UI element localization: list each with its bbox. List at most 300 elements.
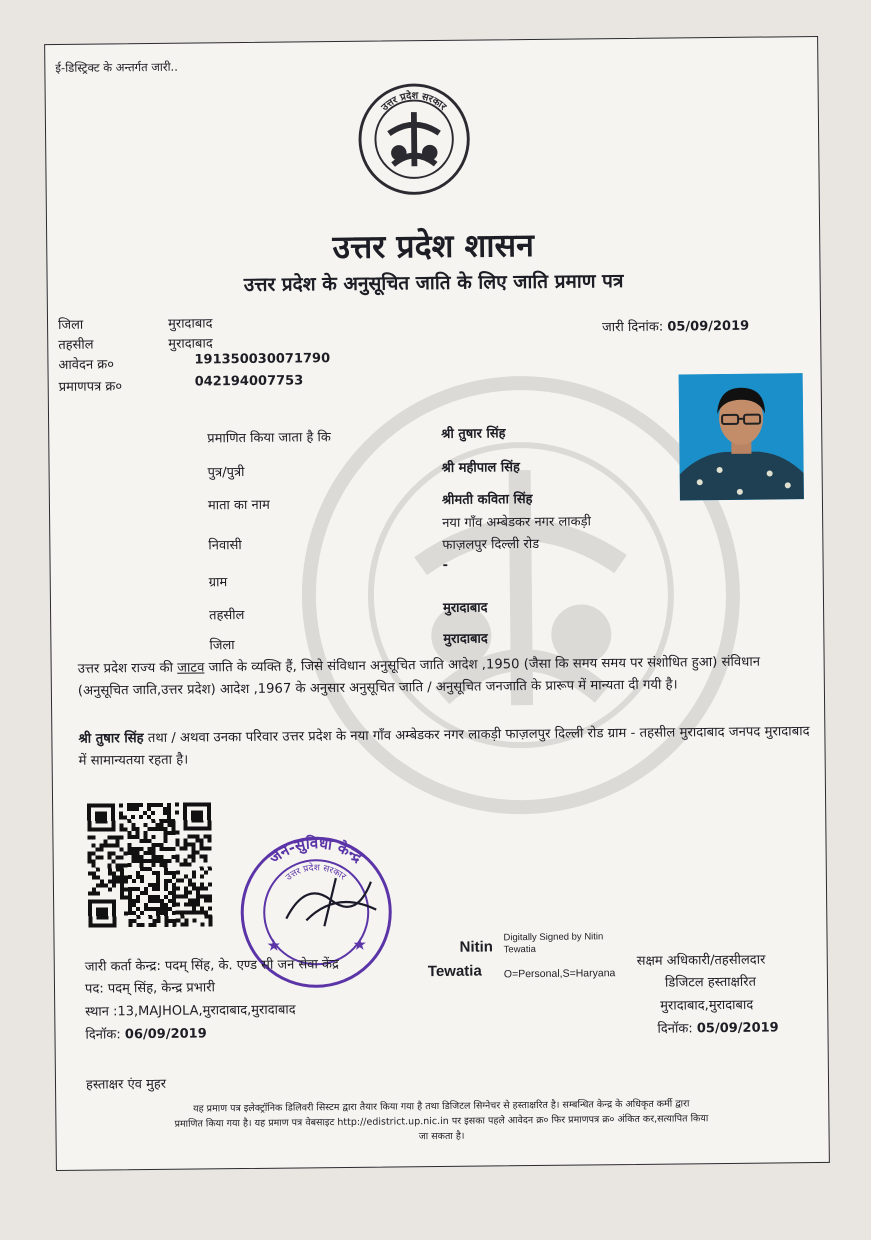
qr-module (167, 815, 171, 819)
qr-module (128, 907, 132, 911)
issuer-post: पद: पदम् सिंह, केन्द्र प्रभारी (84, 980, 216, 997)
qr-module (144, 859, 148, 863)
qr-module (135, 831, 139, 835)
qr-module (200, 846, 204, 850)
qr-module (187, 835, 191, 839)
stamp-inner-text: उत्तर प्रदेश सरकार (284, 863, 348, 883)
qr-module (144, 907, 148, 911)
issue-date (602, 316, 749, 336)
qr-module (152, 887, 156, 891)
qr-module (163, 831, 167, 835)
qr-module (188, 883, 192, 887)
qr-module (144, 903, 148, 907)
qr-module (92, 860, 96, 864)
qr-module (124, 875, 128, 879)
qr-module (119, 803, 123, 807)
qr-module (140, 867, 144, 871)
qr-module (120, 847, 124, 851)
qr-module (124, 887, 128, 891)
qr-module (92, 864, 96, 868)
qr-module (176, 887, 180, 891)
detail-value-district: मुरादाबाद (443, 631, 488, 647)
qr-module (108, 851, 112, 855)
qr-module (88, 852, 92, 856)
officer-date-value: 05/09/2019 (696, 1020, 779, 1037)
residence-person-name: श्री तुषार सिंह (78, 731, 144, 747)
qr-module (127, 831, 131, 835)
qr-module (207, 834, 211, 838)
qr-module (152, 859, 156, 863)
qr-module (196, 910, 200, 914)
qr-module (208, 906, 212, 910)
qr-module (164, 907, 168, 911)
qr-module (175, 811, 179, 815)
qr-module (143, 811, 147, 815)
qr-module (163, 835, 167, 839)
qr-module (184, 863, 188, 867)
qr-module (155, 827, 159, 831)
qr-module (128, 863, 132, 867)
qr-module (107, 843, 111, 847)
emblem-arc-text: उत्तर प्रदेश सरकार (379, 90, 449, 114)
qr-module (140, 863, 144, 867)
qr-module (128, 923, 132, 927)
qr-module (136, 871, 140, 875)
detail-value-tehsil: मुरादाबाद (442, 600, 488, 616)
qr-module (116, 863, 120, 867)
qr-module (199, 838, 203, 842)
qr-module (184, 859, 188, 863)
qr-module (172, 903, 176, 907)
qr-module (160, 863, 164, 867)
qr-module (164, 903, 168, 907)
qr-module (128, 919, 132, 923)
up-government-emblem (356, 81, 473, 198)
qr-module (156, 875, 160, 879)
qr-module (167, 803, 171, 807)
qr-module (148, 907, 152, 911)
detail-value-resident-line1: नया गाँव अम्बेडकर नगर लाकड़ी (442, 514, 591, 531)
qr-module (152, 855, 156, 859)
digitally-signed-line1: Digitally Signed by Nitin (503, 931, 604, 944)
qr-module (204, 858, 208, 862)
qr-module (196, 890, 200, 894)
qr-module (200, 910, 204, 914)
qr-module (204, 870, 208, 874)
qr-module (136, 923, 140, 927)
qr-module (163, 819, 167, 823)
qr-module (148, 867, 152, 871)
qr-module (180, 923, 184, 927)
detail-label-district: जिला (209, 638, 235, 654)
qr-module (204, 854, 208, 858)
qr-module (136, 907, 140, 911)
qr-module (159, 827, 163, 831)
qr-module (204, 910, 208, 914)
qr-module (119, 815, 123, 819)
qr-module (164, 863, 168, 867)
qr-module (187, 843, 191, 847)
qr-module (147, 807, 151, 811)
qr-module (119, 827, 123, 831)
qr-module (136, 895, 140, 899)
svg-text:★: ★ (266, 935, 282, 955)
qr-module (139, 803, 143, 807)
svg-text:उत्तर प्रदेश सरकार (379, 89, 449, 114)
qr-module (176, 859, 180, 863)
qr-module (112, 871, 116, 875)
qr-module (120, 863, 124, 867)
detail-value-village: - (442, 557, 449, 573)
sign-seal-label: हस्ताक्षर एंव मुहर (85, 1076, 167, 1093)
qr-module (112, 859, 116, 863)
qr-module (127, 803, 131, 807)
qr-module (128, 895, 132, 899)
qr-module (116, 855, 120, 859)
qr-module (156, 899, 160, 903)
qr-module (184, 903, 188, 907)
qr-module (171, 823, 175, 827)
qr-module (120, 887, 124, 891)
qr-module (200, 906, 204, 910)
qr-module (196, 902, 200, 906)
qr-module (112, 851, 116, 855)
qr-module (87, 836, 91, 840)
qr-module (172, 899, 176, 903)
qr-module (184, 891, 188, 895)
qr-module (200, 886, 204, 890)
qr-module (175, 843, 179, 847)
qr-module (116, 867, 120, 871)
qr-module (131, 823, 135, 827)
qr-module (164, 919, 168, 923)
detail-label-certified: प्रमाणित किया जाता है कि (207, 430, 331, 447)
qr-module (124, 911, 128, 915)
applicant-photo (679, 373, 804, 500)
qr-module (128, 911, 132, 915)
residence-statement (78, 721, 813, 773)
qr-module (140, 859, 144, 863)
qr-module (132, 899, 136, 903)
qr-module (120, 867, 124, 871)
qr-module (88, 872, 92, 876)
qr-module (139, 815, 143, 819)
qr-module (107, 835, 111, 839)
qr-module (88, 860, 92, 864)
qr-module (188, 891, 192, 895)
qr-module (103, 839, 107, 843)
qr-module (131, 815, 135, 819)
qr-module (164, 895, 168, 899)
qr-module (132, 919, 136, 923)
qr-module (127, 835, 131, 839)
certificate-sheet (44, 36, 830, 1171)
qr-module (155, 823, 159, 827)
page-title: उत्तर प्रदेश शासन (332, 225, 535, 267)
qr-module (160, 855, 164, 859)
qr-module (192, 851, 196, 855)
issuer-place: स्थान :13,MAJHOLA,मुरादाबाद,मुरादाबाद (85, 1002, 296, 1020)
qr-module (131, 803, 135, 807)
qr-module (208, 882, 212, 886)
qr-module (172, 875, 176, 879)
qr-module (152, 895, 156, 899)
qr-module (208, 894, 212, 898)
qr-module (128, 847, 132, 851)
qr-module (111, 835, 115, 839)
qr-module (103, 843, 107, 847)
qr-module (92, 892, 96, 896)
qr-module (124, 863, 128, 867)
qr-module (192, 899, 196, 903)
qr-module (196, 894, 200, 898)
qr-module (160, 911, 164, 915)
qr-module (184, 887, 188, 891)
issuer-date-label: दिनॉक: (85, 1027, 121, 1043)
qr-module (184, 847, 188, 851)
qr-module (92, 852, 96, 856)
qr-module (92, 872, 96, 876)
qr-module (192, 871, 196, 875)
qr-module (196, 898, 200, 902)
qr-module (88, 892, 92, 896)
qr-module (152, 883, 156, 887)
qr-module (119, 823, 123, 827)
qr-module (152, 851, 156, 855)
qr-module (168, 847, 172, 851)
qr-module (192, 903, 196, 907)
qr-module (132, 855, 136, 859)
qr-module (132, 887, 136, 891)
qr-module (192, 911, 196, 915)
qr-module (156, 887, 160, 891)
qr-module (132, 879, 136, 883)
qr-module (160, 903, 164, 907)
qr-module (151, 843, 155, 847)
qr-module (204, 898, 208, 902)
qr-module (148, 859, 152, 863)
qr-module (172, 871, 176, 875)
qr-module (131, 807, 135, 811)
qr-module (172, 923, 176, 927)
qr-module (164, 883, 168, 887)
qr-module (91, 836, 95, 840)
qr-module (192, 919, 196, 923)
qr-module (147, 839, 151, 843)
qr-module (164, 867, 168, 871)
qr-module (188, 911, 192, 915)
qr-module (164, 923, 168, 927)
qr-module (91, 844, 95, 848)
caste-statement-part1: उत्तर प्रदेश राज्य की (77, 660, 178, 677)
qr-module (176, 895, 180, 899)
qr-module (108, 879, 112, 883)
qr-module (127, 819, 131, 823)
qr-module (131, 835, 135, 839)
qr-module (140, 911, 144, 915)
qr-module (128, 903, 132, 907)
caste-statement (78, 651, 813, 703)
qr-module (172, 847, 176, 851)
qr-module (135, 835, 139, 839)
qr-module (180, 847, 184, 851)
qr-module (188, 855, 192, 859)
qr-module (115, 843, 119, 847)
qr-module (140, 847, 144, 851)
qr-module (208, 846, 212, 850)
qr-module (99, 844, 103, 848)
qr-module (208, 918, 212, 922)
qr-module (144, 891, 148, 895)
qr-module (156, 895, 160, 899)
qr-module (136, 855, 140, 859)
qr-module (156, 907, 160, 911)
qr-module (120, 875, 124, 879)
qr-module (184, 919, 188, 923)
qr-module (143, 839, 147, 843)
footer-line-1: यह प्रमाण पत्र इलेक्ट्रॉनिक डिलिवरी सिस्टम द्वारा तैयार किया गया है तथा डिजिटल सिग्नेचर से हस्ताक्षरित है। सम्बन्धित केन्द्र के अधिकृत कर्मी द्वारा (193, 1098, 690, 1115)
qr-module (191, 835, 195, 839)
qr-module (164, 887, 168, 891)
qr-module (108, 867, 112, 871)
qr-module (128, 875, 132, 879)
qr-module (200, 866, 204, 870)
qr-module (192, 855, 196, 859)
caste-statement-part2: जाति के व्यक्ति हैं, जिसे संविधान अनुसूचित जाति आदेश ,1950 (जैसा कि समय समय पर संशोधित हुआ) संविधान (अनुसूचित जाति,उत्तर प्रदेश) आदेश ,1967 के अनुसार अनुसूचित जाति / अनुसूचित जनजाति के प्रारूप में मान्यता दी गयी है। (77, 654, 761, 699)
qr-module (204, 886, 208, 890)
qr-module (147, 803, 151, 807)
qr-module (151, 827, 155, 831)
qr-module (155, 843, 159, 847)
qr-module (156, 883, 160, 887)
qr-module (171, 831, 175, 835)
qr-module (96, 868, 100, 872)
qr-module (172, 911, 176, 915)
stamp-ring-text: जन-सुविधा केन्द्र (265, 834, 366, 868)
qr-module (136, 859, 140, 863)
qr-module (152, 871, 156, 875)
qr-module (176, 903, 180, 907)
qr-module (200, 882, 204, 886)
qr-module (183, 839, 187, 843)
application-number: 191350030071790 (194, 351, 331, 368)
qr-module (180, 895, 184, 899)
qr-module (180, 915, 184, 919)
detail-label-resident: निवासी (208, 538, 242, 554)
qr-module (116, 875, 120, 879)
qr-module (120, 891, 124, 895)
qr-module (127, 843, 131, 847)
detail-label-village: ग्राम (208, 575, 228, 591)
qr-module (140, 879, 144, 883)
qr-module (143, 835, 147, 839)
qr-module (167, 819, 171, 823)
qr-module (120, 895, 124, 899)
qr-module (159, 803, 163, 807)
qr-module (115, 835, 119, 839)
qr-module (132, 847, 136, 851)
qr-module (100, 856, 104, 860)
qr-module (144, 867, 148, 871)
qr-module (128, 887, 132, 891)
qr-module (152, 907, 156, 911)
qr-module (195, 835, 199, 839)
qr-module (139, 839, 143, 843)
qr-module (120, 879, 124, 883)
qr-module (184, 895, 188, 899)
qr-module (100, 848, 104, 852)
qr-module (132, 859, 136, 863)
qr-module (140, 875, 144, 879)
certificate-subtitle: उत्तर प्रदेश के अनुसूचित जाति के लिए जाति प्रमाण पत्र (243, 270, 624, 297)
detail-label-tehsil: तहसील (209, 608, 245, 624)
qr-module (148, 923, 152, 927)
issuer-center: जारी कर्ता केन्द्र: पदम् सिंह, के. एण्ड सी जन सेवा केंद्र (84, 957, 339, 975)
qr-module (167, 823, 171, 827)
qr-module (119, 835, 123, 839)
qr-module (175, 803, 179, 807)
qr-module (192, 883, 196, 887)
qr-module (128, 891, 132, 895)
certificate-label: प्रमाणपत्र क्र० (58, 379, 123, 395)
qr-module (168, 891, 172, 895)
qr-module (175, 831, 179, 835)
qr-module (192, 907, 196, 911)
qr-module (163, 807, 167, 811)
qr-module (188, 879, 192, 883)
qr-module (163, 839, 167, 843)
qr-module (156, 879, 160, 883)
qr-module (176, 855, 180, 859)
qr-module (172, 895, 176, 899)
qr-module (164, 915, 168, 919)
qr-module (124, 895, 128, 899)
qr-module (120, 855, 124, 859)
qr-module (180, 863, 184, 867)
qr-module (151, 819, 155, 823)
qr-module (128, 851, 132, 855)
svg-text:जन-सुविधा केन्द्र (265, 834, 367, 868)
qr-module (92, 876, 96, 880)
application-label: आवेदन क्र० (58, 357, 115, 373)
qr-module (96, 856, 100, 860)
qr-module (152, 919, 156, 923)
qr-module (168, 879, 172, 883)
qr-module (100, 884, 104, 888)
qr-module (119, 811, 123, 815)
qr-module (96, 876, 100, 880)
qr-module (200, 894, 204, 898)
qr-module (208, 866, 212, 870)
qr-module (167, 831, 171, 835)
qr-module (123, 815, 127, 819)
qr-module (200, 874, 204, 878)
qr-module (135, 827, 139, 831)
qr-module (183, 843, 187, 847)
qr-module (108, 855, 112, 859)
footer-note (86, 1095, 796, 1147)
qr-module (148, 895, 152, 899)
qr-module (151, 835, 155, 839)
qr-module (152, 847, 156, 851)
qr-module (156, 855, 160, 859)
footer-line-3: जा सकता है। (418, 1130, 465, 1143)
qr-module (159, 843, 163, 847)
qr-module (132, 851, 136, 855)
qr-module (167, 811, 171, 815)
issue-date-value: 05/09/2019 (667, 318, 750, 335)
qr-module (132, 911, 136, 915)
